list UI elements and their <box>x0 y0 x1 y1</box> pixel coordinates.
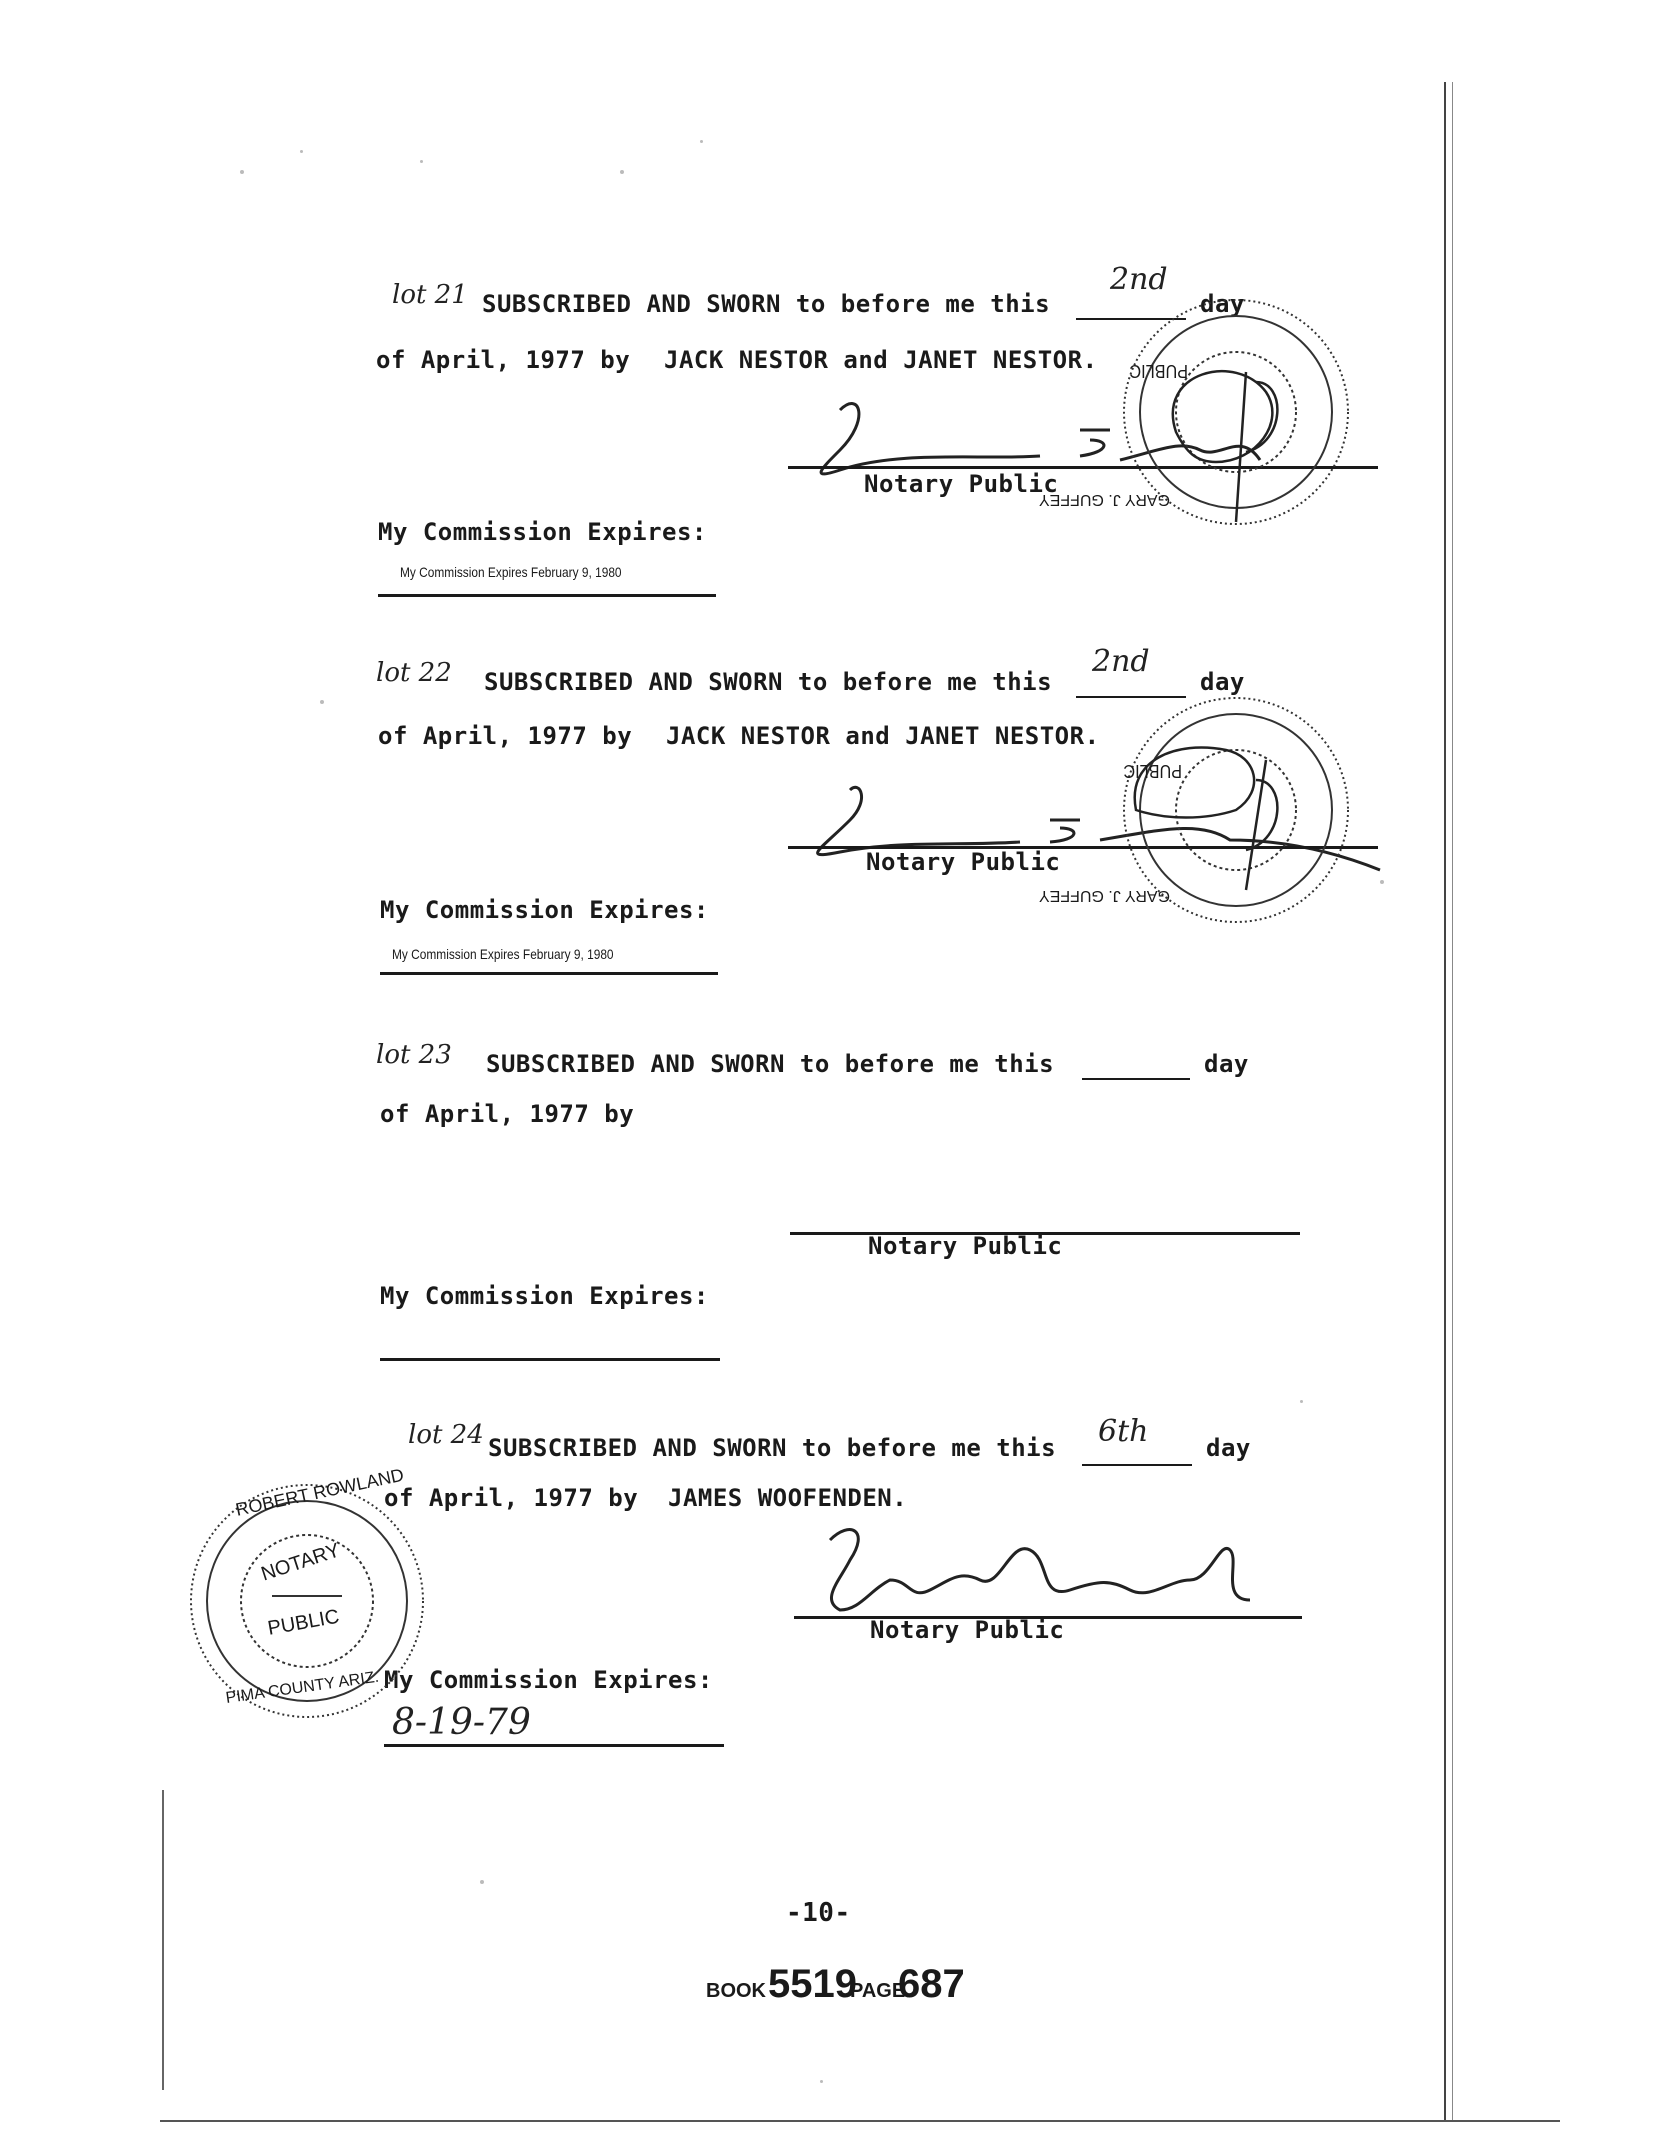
scan-noise <box>620 170 624 174</box>
page-ref-number: 687 <box>898 1962 965 2006</box>
notary-public-label: Notary Public <box>866 848 1061 876</box>
book-label: BOOK <box>706 1980 766 2002</box>
day-blank-line <box>1082 1078 1190 1080</box>
lot-number: lot 22 <box>376 658 452 688</box>
scan-noise <box>300 150 303 153</box>
seal-text-rim: GARY J. GUFFEY <box>1039 887 1170 904</box>
seal-text-center: PUBLIC <box>266 1605 341 1640</box>
scan-noise <box>240 170 244 174</box>
affiant-names: JACK NESTOR and JANET NESTOR. <box>666 722 1100 750</box>
scan-noise <box>480 1880 484 1884</box>
day-label: day <box>1204 1050 1249 1078</box>
commission-label: My Commission Expires: <box>380 896 709 924</box>
day-label: day <box>1200 290 1245 318</box>
seal-text-rim: GARY J. GUFFEY <box>1039 491 1170 508</box>
commission-label: My Commission Expires: <box>378 518 707 546</box>
notary-public-label: Notary Public <box>870 1616 1065 1644</box>
day-label: day <box>1200 668 1245 696</box>
of-line: of April, 1977 by <box>376 346 631 374</box>
seal-text-center: NOTARY <box>258 1539 343 1586</box>
day-blank-line <box>1082 1464 1192 1466</box>
scan-edge-bottom <box>160 2120 1560 2122</box>
sworn-text: SUBSCRIBED AND SWORN to before me this <box>484 668 1053 696</box>
lot-number: lot 24 <box>408 1420 484 1450</box>
affiant-names: JACK NESTOR and JANET NESTOR. <box>664 346 1098 374</box>
scan-noise <box>700 140 703 143</box>
affiant-names: JAMES WOOFENDEN. <box>668 1484 908 1512</box>
scan-edge-left <box>162 1790 164 2090</box>
commission-line <box>380 972 718 975</box>
scan-noise <box>320 700 324 704</box>
lot-number: lot 23 <box>376 1040 452 1070</box>
scan-edge-right-inner <box>1452 82 1453 2122</box>
page-number: -10- <box>786 1898 851 1928</box>
notary-public-label: Notary Public <box>864 470 1059 498</box>
seal-text-rim-bottom: PIMA COUNTY ARIZ. <box>224 1668 381 1707</box>
commission-value: 8-19-79 <box>392 1702 531 1743</box>
commission-value: My Commission Expires February 9, 1980 <box>392 946 614 962</box>
commission-label: My Commission Expires: <box>384 1666 713 1694</box>
notary-signature <box>810 1520 1270 1630</box>
day-value: 2nd <box>1110 262 1168 297</box>
commission-value: My Commission Expires February 9, 1980 <box>400 564 622 580</box>
page-label: PAGE <box>850 1980 906 2002</box>
scan-noise <box>1300 1400 1303 1403</box>
scan-noise <box>420 160 423 163</box>
lot-number: lot 21 <box>392 280 468 310</box>
seal-text-center: PUBLIC <box>1129 361 1188 381</box>
commission-label: My Commission Expires: <box>380 1282 709 1310</box>
book-number: 5519 <box>768 1962 857 2006</box>
of-line: of April, 1977 by <box>384 1484 639 1512</box>
of-line: of April, 1977 by <box>380 1100 635 1128</box>
commission-line <box>378 594 716 597</box>
sworn-text: SUBSCRIBED AND SWORN to before me this <box>488 1434 1057 1462</box>
day-value: 2nd <box>1092 644 1150 679</box>
notary-public-label: Notary Public <box>868 1232 1063 1260</box>
sworn-text: SUBSCRIBED AND SWORN to before me this <box>486 1050 1055 1078</box>
seal-text-center: PUBLIC <box>1123 761 1182 781</box>
seal-text-rim-top: ROBERT ROWLAND <box>233 1464 406 1520</box>
commission-line <box>384 1744 724 1747</box>
sworn-text: SUBSCRIBED AND SWORN to before me this <box>482 290 1051 318</box>
day-label: day <box>1206 1434 1251 1462</box>
scan-noise <box>820 2080 823 2083</box>
day-value: 6th <box>1098 1414 1149 1449</box>
of-line: of April, 1977 by <box>378 722 633 750</box>
commission-line <box>380 1358 720 1361</box>
scan-edge-right <box>1444 82 1446 2122</box>
